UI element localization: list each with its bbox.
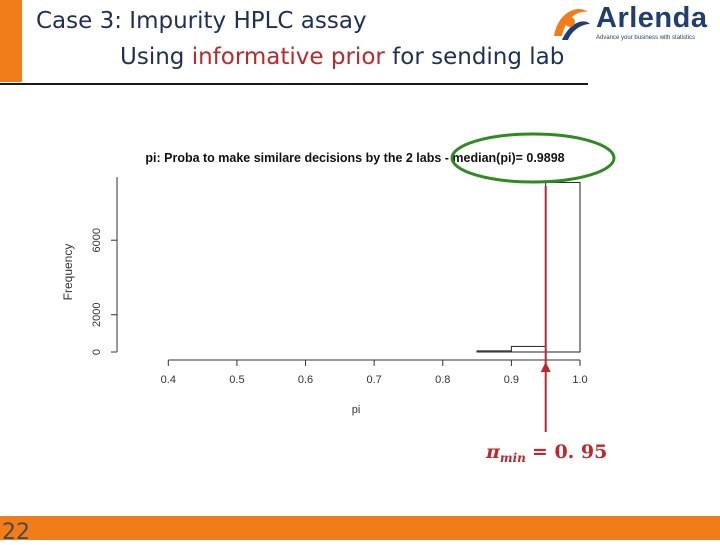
histogram-bar [477, 351, 511, 352]
histogram-bars [477, 182, 580, 352]
histogram-bar [546, 182, 580, 352]
arlenda-swirl-logo-icon [548, 2, 594, 44]
y-axis [91, 177, 117, 355]
x-axis [161, 360, 588, 386]
title-text-pre: Using [120, 44, 192, 70]
x-axis-label: pi [351, 404, 361, 416]
y-tick-label: 0 [91, 348, 103, 356]
histogram-chart [0, 120, 720, 480]
histogram-bar [511, 346, 545, 352]
footer-bar [0, 516, 720, 540]
title-accent-bar [0, 0, 22, 82]
title-divider [0, 83, 588, 85]
chart-title: pi: Proba to make similare decisions by the 2 labs - median(pi)= 0.9898 [145, 151, 565, 165]
arlenda-logo [548, 2, 720, 48]
slide-title-line1: Case 3: Impurity HPLC assay [36, 8, 367, 34]
pi-min-arrowhead [541, 362, 551, 372]
x-tick-label: 0.9 [503, 374, 520, 386]
pi-min-subscript: min [499, 451, 526, 465]
pi-min-value: = 0. 95 [531, 441, 608, 463]
title-text-post: for sending lab [384, 44, 565, 70]
y-tick-label: 2000 [91, 302, 103, 327]
x-tick-label: 0.6 [297, 374, 314, 386]
y-tick-label: 6000 [91, 227, 103, 253]
pi-min-symbol: π [486, 441, 500, 463]
x-tick-label: 0.5 [229, 374, 245, 386]
logo-tagline: Advance your business with statistics [596, 35, 696, 41]
y-axis-label: Frequency [61, 243, 75, 301]
x-tick-label: 0.8 [435, 374, 451, 386]
x-tick-label: 1.0 [572, 374, 588, 386]
slide-title-line2 [120, 44, 564, 70]
logo-wordmark: Arlenda [596, 2, 708, 34]
title-text-highlight: informative prior [191, 44, 385, 70]
pi-min-label [485, 441, 607, 465]
x-tick-label: 0.4 [160, 374, 176, 386]
slide-number: 22 [2, 520, 30, 545]
x-tick-label: 0.7 [366, 374, 382, 386]
